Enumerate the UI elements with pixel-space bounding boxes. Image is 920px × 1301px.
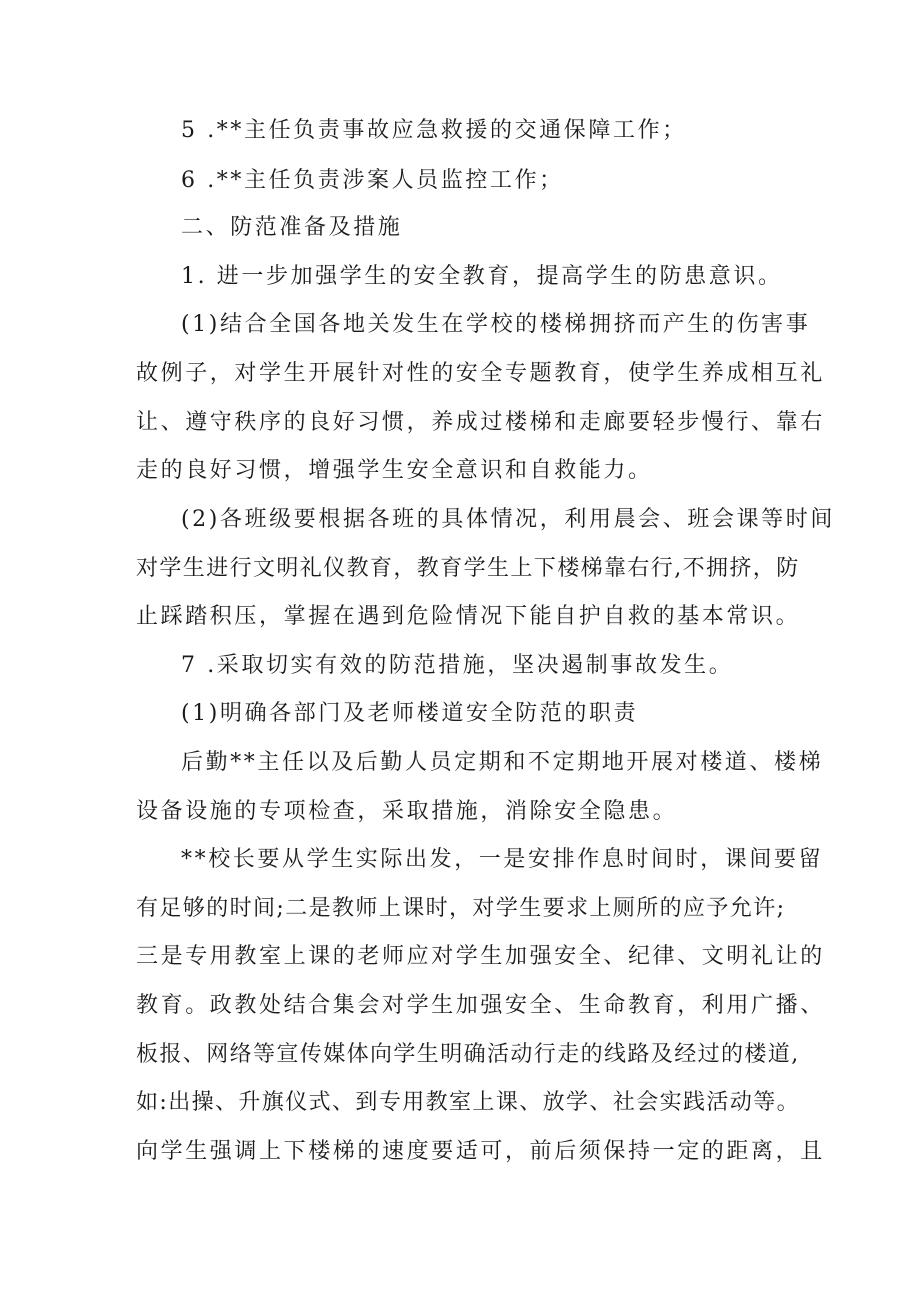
paragraph-line: 有足够的时间;二是教师上课时，对学生要求上厕所的应予允许; bbox=[136, 896, 786, 921]
list-item-1: 1. 进一步加强学生的安全教育，提高学生的防患意识。 bbox=[181, 264, 783, 289]
paragraph-line: 走的良好习惯，增强学生安全意识和自救能力。 bbox=[136, 458, 653, 483]
paragraph-line: 后勤**主任以及后勤人员定期和不定期地开展对楼道、楼梯 bbox=[181, 750, 824, 775]
paragraph-line: 让、遵守秩序的良好习惯，养成过楼梯和走廊要轻步慢行、靠右 bbox=[136, 410, 825, 435]
paragraph-line: 教育。政教处结合集会对学生加强安全、生命教育，利用广播、 bbox=[136, 993, 825, 1018]
list-item-5: 5 .**主任负责事故应急救援的交通保障工作； bbox=[181, 118, 687, 143]
list-item-7: 7 .采取切实有效的防范措施，坚决遏制事故发生。 bbox=[181, 653, 734, 678]
paragraph-line: (1)结合全国各地关发生在学校的楼梯拥挤而产生的伤害事 bbox=[181, 312, 811, 337]
paragraph-line: 故例子，对学生开展针对性的安全专题教育，使学生养成相互礼 bbox=[136, 361, 825, 386]
paragraph-line: 板报、网络等宣传媒体向学生明确活动行走的线路及经过的楼道, bbox=[136, 1042, 800, 1067]
paragraph-line: 止踩踏积压，掌握在遇到危险情况下能自护自救的基本常识。 bbox=[136, 604, 801, 629]
paragraph-line: (1)明确各部门及老师楼道安全防范的职责 bbox=[181, 701, 639, 726]
paragraph-line: 向学生强调上下楼梯的速度要适可，前后须保持一定的距离，且 bbox=[136, 1139, 825, 1164]
paragraph-line: 对学生进行文明礼仪教育，教育学生上下楼梯靠右行,不拥挤，防 bbox=[136, 556, 800, 581]
paragraph-line: **校长要从学生实际出发，一是安排作息时间时，课间要留 bbox=[181, 847, 824, 872]
paragraph-line: 三是专用教室上课的老师应对学生加强安全、纪律、文明礼让的 bbox=[136, 944, 825, 969]
paragraph-line: (2)各班级要根据各班的具体情况，利用晨会、班会课等时间 bbox=[181, 507, 835, 532]
section-heading: 二、防范准备及措施 bbox=[181, 215, 403, 240]
list-item-6: 6 .**主任负责涉案人员监控工作； bbox=[181, 168, 564, 193]
paragraph-line: 设备设施的专项检查，采取措施，消除安全隐患。 bbox=[136, 799, 678, 824]
paragraph-line: 如:出操、升旗仪式、到专用教室上课、放学、社会实践活动等。 bbox=[136, 1090, 801, 1115]
